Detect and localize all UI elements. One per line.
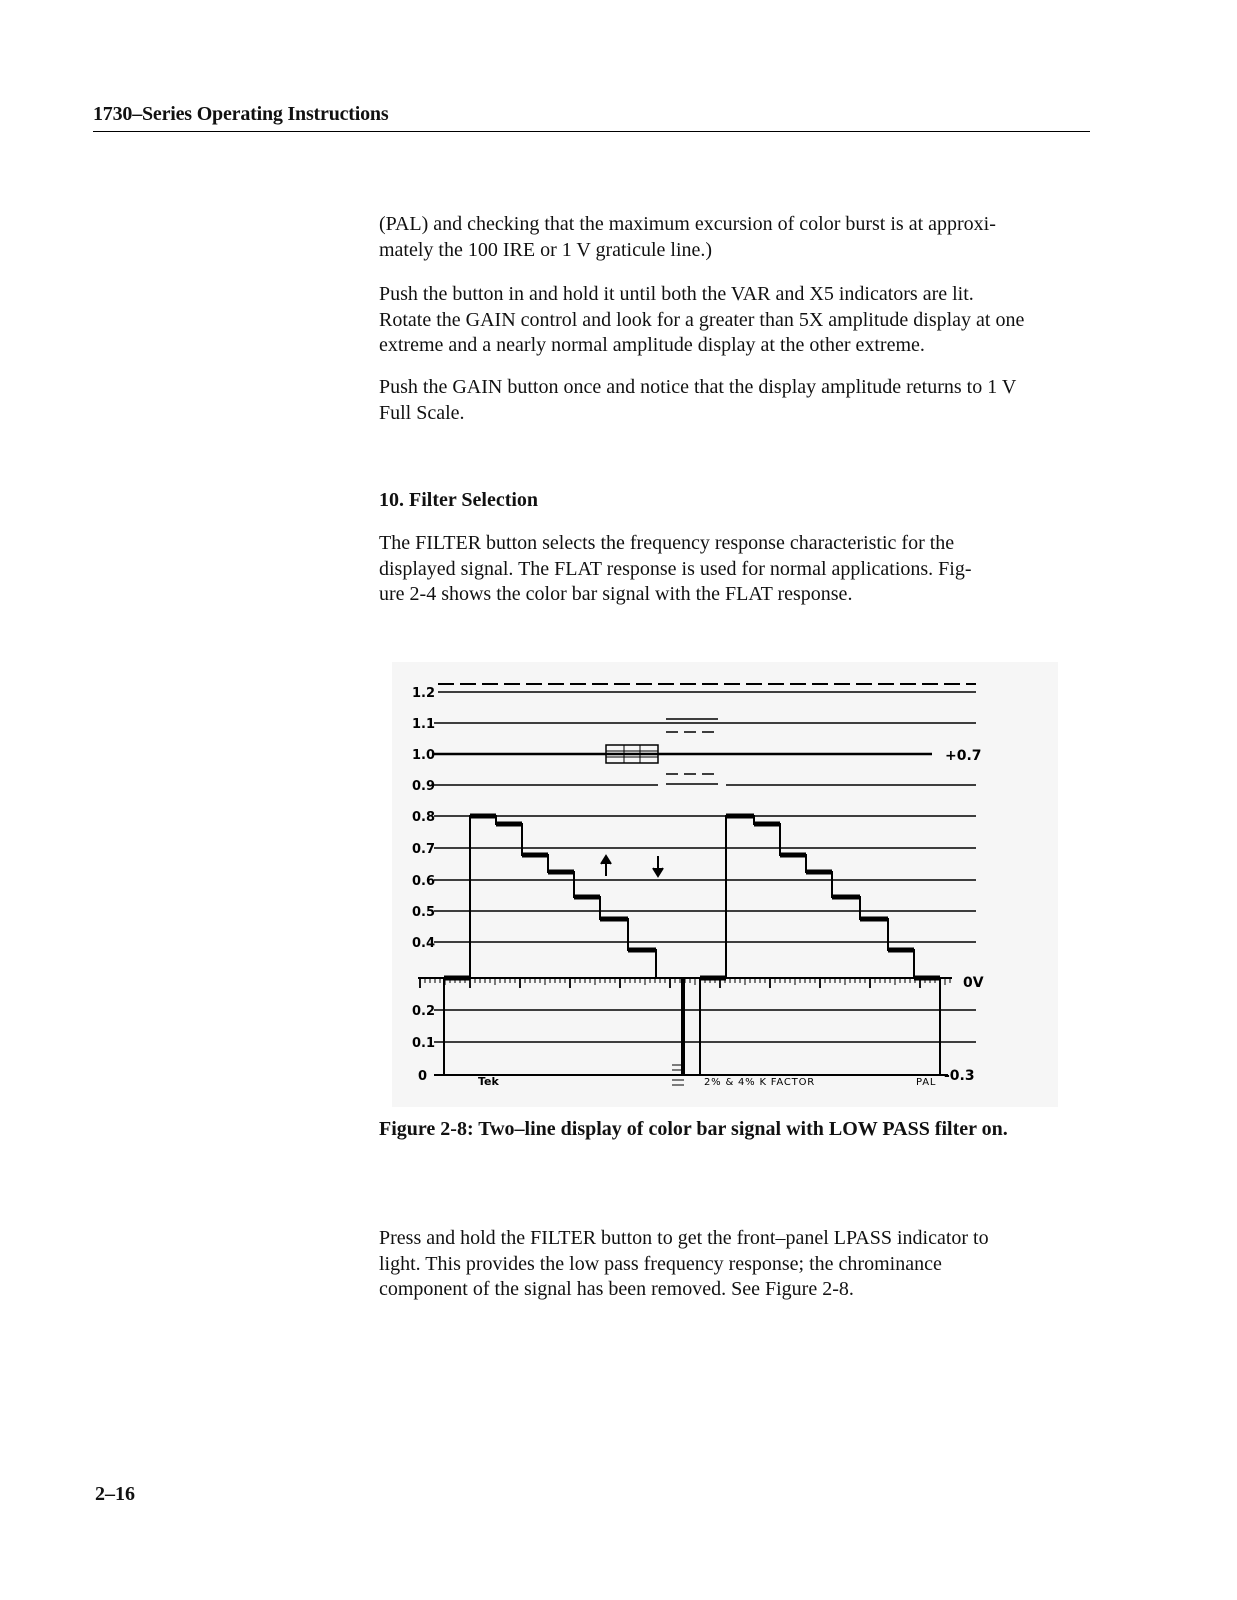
paragraph-3 bbox=[379, 375, 1094, 426]
tick-label-1-0: 1.0 bbox=[412, 748, 436, 763]
arrow-down-icon bbox=[653, 856, 663, 876]
tick-label-0: 0 bbox=[418, 1069, 428, 1084]
paragraph-line: component of the signal has been removed. See Figure 2-8. bbox=[379, 1278, 854, 1300]
paragraph-1 bbox=[379, 212, 1094, 263]
tick-label-0-4: 0.4 bbox=[412, 936, 436, 951]
paragraph-line: Rotate the GAIN control and look for a greater than 5X amplitude display at one bbox=[379, 308, 1025, 331]
tick-label-0-8: 0.8 bbox=[412, 810, 436, 825]
tick-label-0-5: 0.5 bbox=[412, 905, 436, 920]
tick-label-0-6: 0.6 bbox=[412, 874, 436, 889]
right-label-0v: 0V bbox=[963, 975, 984, 991]
paragraph-2 bbox=[379, 282, 1094, 359]
paragraph-line: extreme and a nearly normal amplitude display at the other extreme. bbox=[379, 334, 925, 356]
paragraph-line: mately the 100 IRE or 1 V graticule line.) bbox=[379, 238, 713, 261]
paragraph-4 bbox=[379, 531, 1094, 608]
header-title: 1730–Series Operating Instructions bbox=[93, 103, 389, 125]
paragraph-line: Push the button in and hold it until both the VAR and X5 indicators are lit. bbox=[379, 283, 974, 305]
waveform-trace-2 bbox=[700, 816, 940, 1075]
k-factor-label: 2% & 4% K FACTOR bbox=[704, 1077, 816, 1088]
paragraph-line: Press and hold the FILTER button to get the front–panel LPASS indicator to bbox=[379, 1227, 989, 1249]
pal-label: PAL bbox=[916, 1077, 937, 1088]
page-header bbox=[93, 103, 1090, 132]
paragraph-5 bbox=[379, 1226, 1094, 1303]
paragraph-line: Push the GAIN button once and notice that the display amplitude returns to 1 V bbox=[379, 376, 1017, 398]
arrow-up-icon bbox=[601, 856, 611, 876]
paragraph-line: Full Scale. bbox=[379, 401, 465, 424]
waveform-figure bbox=[392, 662, 1058, 1107]
tek-logo: Tek bbox=[478, 1075, 499, 1088]
waveform-graticule bbox=[392, 662, 1058, 1107]
paragraph-line: light. This provides the low pass frequency response; the chrominance bbox=[379, 1252, 942, 1275]
paragraph-line: (PAL) and checking that the maximum excursion of color burst is at approxi- bbox=[379, 213, 996, 235]
right-label-minus-0-3: -0.3 bbox=[944, 1068, 975, 1084]
page-number: 2–16 bbox=[95, 1483, 135, 1505]
paragraph-line: displayed signal. The FLAT response is used for normal applications. Fig- bbox=[379, 557, 972, 580]
paragraph-line: ure 2-4 shows the color bar signal with the FLAT response. bbox=[379, 583, 853, 605]
waveform-trace-1 bbox=[444, 816, 684, 1075]
section-heading: 10. Filter Selection bbox=[379, 489, 539, 511]
tick-label-0-7: 0.7 bbox=[412, 842, 436, 857]
tick-label-0-9: 0.9 bbox=[412, 779, 436, 794]
tick-label-0-2: 0.2 bbox=[412, 1004, 436, 1019]
tick-label-0-1: 0.1 bbox=[412, 1036, 436, 1051]
tick-label-1-2: 1.2 bbox=[412, 686, 436, 701]
figure-caption: Figure 2-8: Two–line display of color bar signal with LOW PASS filter on. bbox=[379, 1118, 1008, 1140]
right-label-plus-0-7: +0.7 bbox=[945, 748, 982, 764]
paragraph-line: The FILTER button selects the frequency response characteristic for the bbox=[379, 532, 955, 554]
tick-label-1-1: 1.1 bbox=[412, 717, 436, 732]
waveform-steps-2 bbox=[444, 816, 940, 978]
